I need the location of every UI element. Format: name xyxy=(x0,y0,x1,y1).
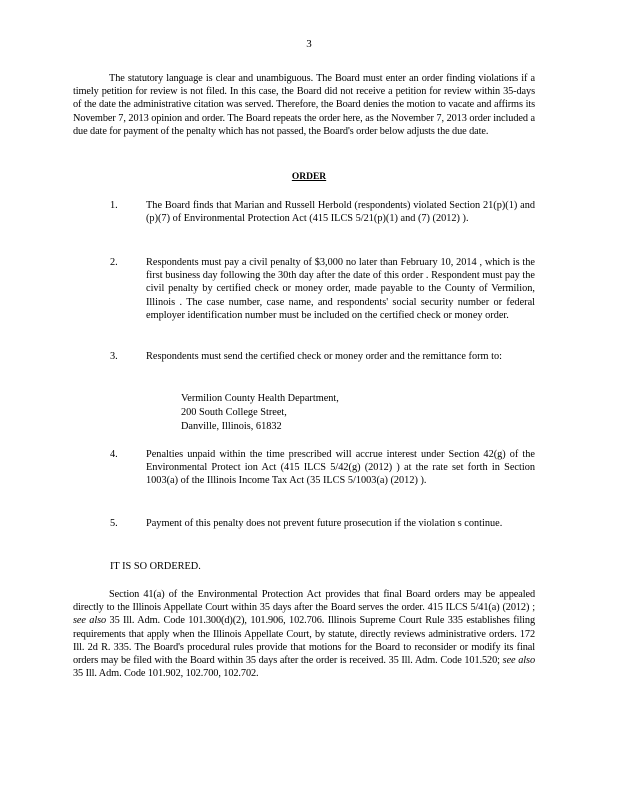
mailing-address xyxy=(181,392,339,434)
so-ordered: IT IS SO ORDERED. xyxy=(110,561,201,572)
page-number: 3 xyxy=(306,38,312,50)
address-line-1: Vermilion County Health Department, xyxy=(181,393,339,404)
order-item-number: 2. xyxy=(110,257,118,268)
order-item-text: Penalties unpaid within the time prescribed will accrue interest under Section 42(g) of the Environmental Protect ion Act (415 ILCS 5/42(g) (2012) ) at the rate set forth in Section 1003(a) of the Illinois Income Tax Act (35 ILCS 5/1003(a) (2012) ). xyxy=(146,449,535,487)
address-line-3: Danville, Illinois, 61832 xyxy=(181,421,282,432)
address-line-2: 200 South College Street, xyxy=(181,407,287,418)
see-also-citation: see also xyxy=(73,615,107,627)
order-heading: ORDER xyxy=(291,172,327,182)
order-item-number: 3. xyxy=(110,351,118,362)
order-item-text: Respondents must send the certified check or money order and the remittance form to: xyxy=(146,351,502,362)
order-item-number: 5. xyxy=(110,518,118,529)
order-item-number: 4. xyxy=(110,449,118,460)
order-item-text: The Board finds that Marian and Russell Herbold (respondents) violated Section 21(p)(1) and (p)(7) of Environmental Protection Act (415 ILCS 5/21(p)(1) and (7) (2012) ). xyxy=(146,200,535,225)
see-also-citation: see also xyxy=(502,655,535,667)
order-item-text: Payment of this penalty does not prevent future prosecution if the violation s continue. xyxy=(146,518,503,529)
intro-paragraph: The statutory language is clear and unambiguous. The Board must enter an order finding violations if a timely petition for review is not filed. In this case, the Board did not receive a petition for review within 35-days of the date the administrative citation was served. Therefore, the Board denies the motion to vacate and affirms its November 7, 2013 opinion and order. The Board repeats the order here, as the November 7, 2013 order included a due date for payment of the penalty which has not passed, the Board's order below adjusts the due date. xyxy=(73,73,535,137)
order-item-number: 1. xyxy=(110,200,118,211)
appeal-paragraph: Section 41(a) of the Environmental Protection Act provides that final Board orders may be appealed directly to the Illinois Appellate Court within 35 days after the Board serves the order. 415 ILCS 5/41(a) (2012) ; see also 35 Ill. Adm. Code 101.300(d)(2), 101.906, 102.706. Illinois Supreme Court Rule 335 establishes filing requirements that apply when the Illinois Appellate Court, by statute, directly reviews administrative orders. 172 Ill. 2d R. 335. The Board's procedural rules provide that motions for the Board to reconsider or modify its final orders may be filed with the Board within 35 days after the order is received. 35 Ill. Adm. Code 101.520; see also 35 Ill. Adm. Code 101.902, 102.700, 102.702. xyxy=(73,589,535,680)
order-item-text: Respondents must pay a civil penalty of $3,000 no later than February 10, 2014 , which is the first business day following the 30th day after the date of this order . Respondent must pay the civil penalty by certified check or money order, made payable to the County of Vermilion, Illinois . The case number, case name, and respondents' social security number or federal employer identification number must be included on the certified check or money order. xyxy=(146,257,535,321)
